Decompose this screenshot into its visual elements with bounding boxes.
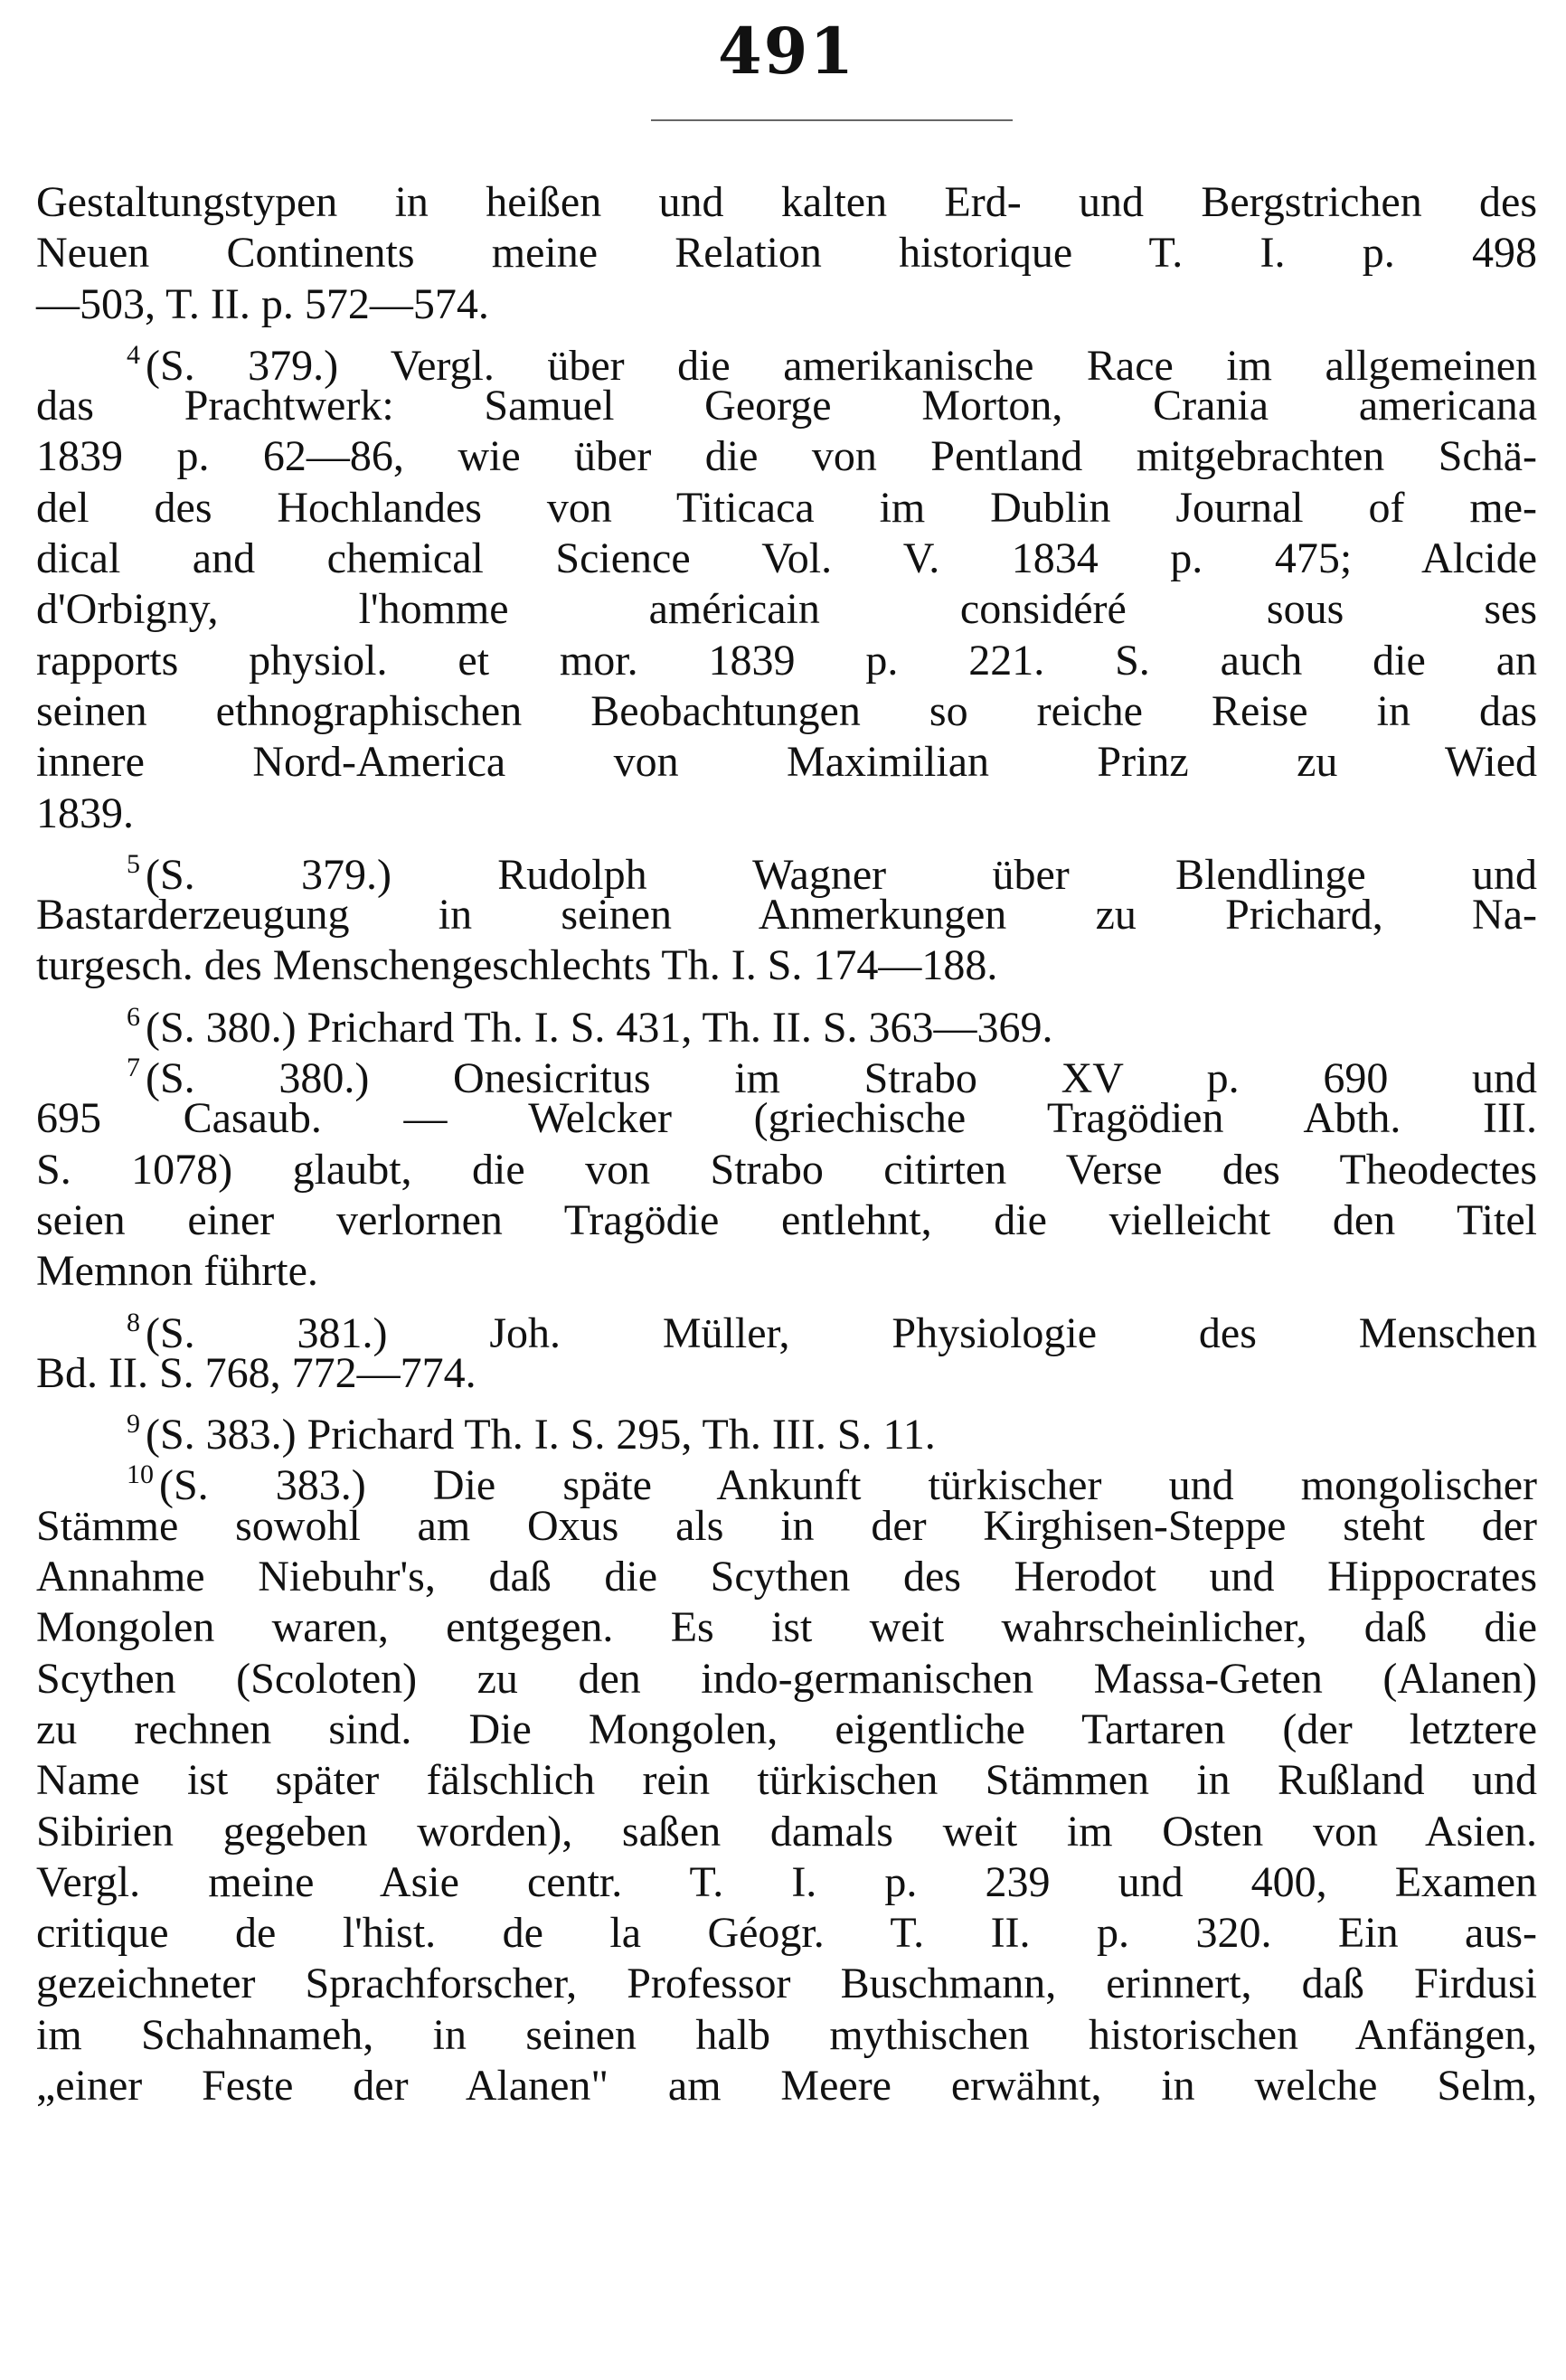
text-line: turgesch. des Menschengeschlechts Th. I. S. 174—188. (36, 941, 998, 990)
footnote-text: (S. 380.) Onesicritus im Strabo XV p. 690 und (146, 1054, 1537, 1103)
footnote-line (36, 992, 1537, 1052)
text-line: dical and chemical Science Vol. V. 1834 p. 475; Alcide (36, 534, 1537, 583)
text-line: Name ist später fälschlich rein türkischen Stämmen in Rußland und (36, 1756, 1537, 1805)
text-line: Bd. II. S. 768, 772—774. (36, 1348, 476, 1397)
text-line: gezeichneter Sprachforscher, Professor Buschmann, erinnert, daß Firdusi (36, 1960, 1537, 2008)
text-line: 1839 p. 62—86, wie über die von Pentland mitgebrachten Schä- (36, 432, 1537, 481)
footnote-text: (S. 381.) Joh. Müller, Physiologie des Menschen (146, 1308, 1537, 1357)
text-line: Gestaltungstypen in heißen und kalten Erd- und Bergstrichen des (36, 178, 1537, 226)
text-line: „einer Feste der Alanen" am Meere erwähnt, in welche Selm, (36, 2061, 1537, 2110)
text-line: im Schahnameh, in seinen halb mythischen historischen Anfängen, (36, 2010, 1537, 2059)
footnote-number: 10 (127, 1459, 154, 1490)
footnote-number: 9 (127, 1409, 140, 1440)
text-line: —503, T. II. p. 572—574. (36, 279, 489, 328)
footnote-number: 7 (127, 1053, 140, 1083)
text-line: Annahme Niebuhr's, daß die Scythen des Herodot und Hippocrates (36, 1553, 1537, 1601)
body-text (36, 177, 1537, 2111)
page-number: 491 (717, 14, 856, 89)
text-line: Bastarderzeugung in seinen Anmerkungen zu Prichard, Na- (36, 891, 1537, 940)
text-line: S. 1078) glaubt, die von Strabo citirten Verse des Theodectes (36, 1145, 1537, 1194)
text-line: 1839. (36, 789, 134, 837)
text-line: seien einer verlornen Tragödie entlehnt, die vielleicht den Titel (36, 1195, 1537, 1244)
footnote-number: 6 (127, 1001, 140, 1032)
text-line: Stämme sowohl am Oxus als in der Kirghisen-Steppe steht der (36, 1501, 1537, 1550)
text-line: rapports physiol. et mor. 1839 p. 221. S. auch die an (36, 636, 1537, 685)
footnote-text: (S. 380.) Prichard Th. I. S. 431, Th. II. S. 363—369. (146, 1003, 1053, 1052)
footnote-line (36, 1298, 1537, 1357)
header-rule (651, 119, 1013, 121)
footnote-number: 8 (127, 1307, 140, 1337)
text-line: d'Orbigny, l'homme américain considéré sous ses (36, 585, 1537, 634)
footnote-number: 4 (127, 339, 140, 370)
footnote-line (36, 330, 1537, 390)
text-line: innere Nord-America von Maximilian Prinz zu Wied (36, 738, 1537, 787)
book-page (36, 0, 1537, 2380)
text-line: Vergl. meine Asie centr. T. I. p. 239 und 400, Examen (36, 1857, 1537, 1906)
text-line: del des Hochlandes von Titicaca im Dublin Journal of me- (36, 483, 1537, 532)
footnote-line (36, 839, 1537, 899)
text-line: Scythen (Scoloten) zu den indo-germanischen Massa-Geten (Alanen) (36, 1654, 1537, 1703)
text-line: seinen ethnographischen Beobachtungen so reiche Reise in das (36, 686, 1537, 735)
text-line: critique de l'hist. de la Géogr. T. II. p. 320. Ein aus- (36, 1909, 1537, 1958)
footnote-number: 5 (127, 848, 140, 879)
footnote-text: (S. 379.) Rudolph Wagner über Blendlinge und (146, 850, 1537, 899)
text-line: Mongolen waren, entgegen. Es ist weit wahrscheinlicher, daß die (36, 1603, 1537, 1652)
footnote-text: (S. 379.) Vergl. über die amerikanische Race im allgemeinen (146, 341, 1537, 390)
footnote-line (36, 1399, 1537, 1459)
text-line: das Prachtwerk: Samuel George Morton, Crania americana (36, 382, 1537, 430)
text-line: Memnon führte. (36, 1247, 318, 1296)
footnote-text: (S. 383.) Prichard Th. I. S. 295, Th. III. S. 11. (146, 1411, 936, 1459)
text-line: 695 Casaub. — Welcker (griechische Tragödien Abth. III. (36, 1094, 1537, 1143)
footnote-line (36, 1043, 1537, 1103)
text-line: Sibirien gegeben worden), saßen damals weit im Osten von Asien. (36, 1807, 1537, 1856)
text-line: zu rechnen sind. Die Mongolen, eigentliche Tartaren (der letztere (36, 1705, 1537, 1753)
text-line: Neuen Continents meine Relation historique T. I. p. 498 (36, 229, 1537, 278)
footnote-text: (S. 383.) Die späte Ankunft türkischer und mongolischer (159, 1461, 1537, 1510)
footnote-line (36, 1450, 1537, 1510)
